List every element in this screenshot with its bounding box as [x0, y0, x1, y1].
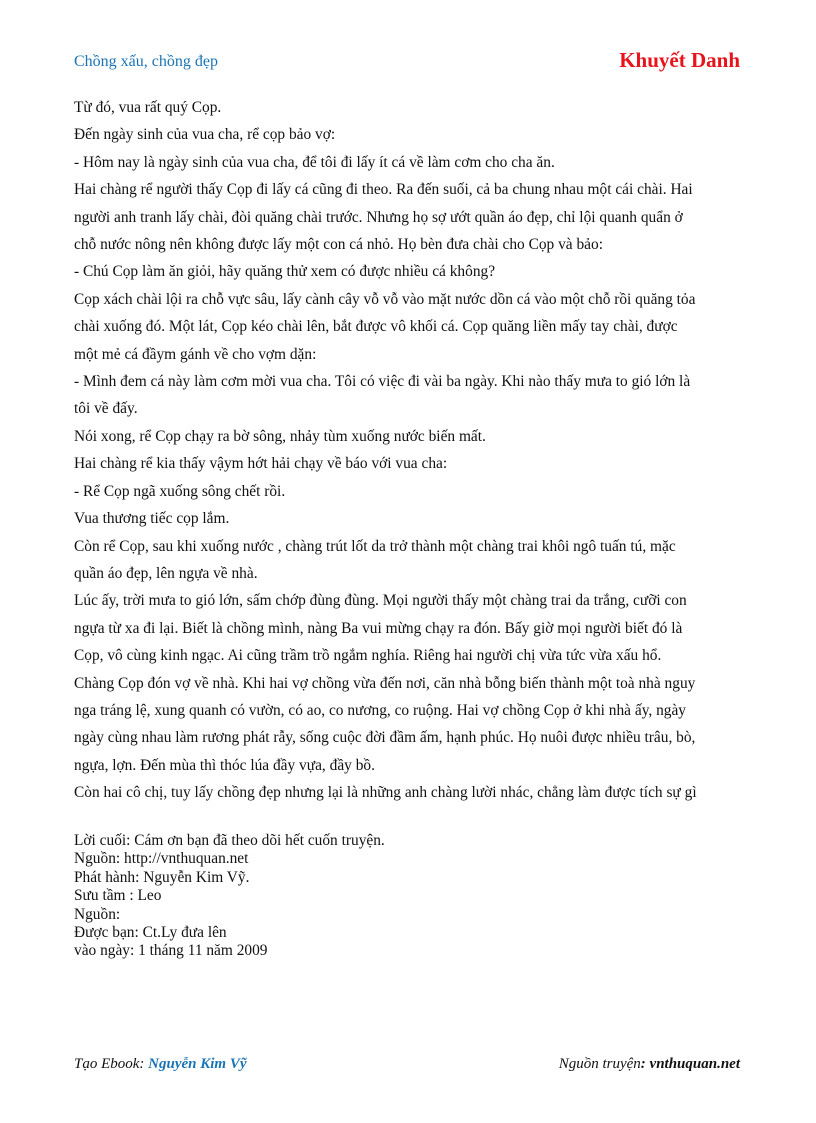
body-line: - Rể Cọp ngã xuống sông chết rồi. [74, 482, 286, 500]
body-line: - Chú Cọp làm ăn giỏi, hãy quăng thử xem có được nhiều cá không? [74, 263, 496, 281]
body-line: Nói xong, rể Cọp chạy ra bờ sông, nhảy tùm xuống nước biến mất. [74, 427, 486, 445]
story-body [74, 94, 746, 807]
body-line: Hai chàng rể kia thấy vậym hớt hải chạy về báo với vua cha: [74, 455, 448, 473]
afterword-line: Sưu tầm : Leo [74, 887, 162, 905]
body-line: ngựa từ xa đi lại. Biết là chồng mình, nàng Ba vui mừng chạy ra đón. Bấy giờ mọi người biết đó là [74, 619, 683, 637]
source-credit [559, 1056, 740, 1073]
ebook-credit-separator: : [139, 1056, 149, 1072]
page-header [74, 48, 740, 78]
story-title: Chồng xấu, chồng đẹp [74, 53, 218, 70]
body-line: Cọp xách chài lội ra chỗ vực sâu, lấy cành cây vỗ vỗ vào mặt nước dồn cá vào một chỗ rồi quăng tỏa [74, 290, 696, 308]
body-line: nga tráng lệ, xung quanh có vườn, có ao, co nương, co ruộng. Hai vợ chồng Cọp ở khi nhà ấy, ngày [74, 701, 687, 719]
source-credit-separator: : [640, 1056, 650, 1072]
body-line: một mẻ cá đầym gánh về cho vợm dặn: [74, 345, 317, 363]
afterword-line: Nguồn: http://vnthuquan.net [74, 850, 249, 868]
body-line: ngày cùng nhau làm rương phát rẫy, sống cuộc đời đầm ấm, hạnh phúc. Họ nuôi được nhiều trâu, bò, [74, 729, 696, 747]
afterword-line: Phát hành: Nguyễn Kim Vỹ. [74, 868, 250, 886]
body-line: người anh tranh lấy chài, đòi quăng chài trước. Nhưng họ sợ ướt quần áo đẹp, chỉ lội quanh quẩn ở [74, 208, 683, 226]
body-line: Lúc ấy, trời mưa to gió lớn, sấm chớp đùng đùng. Mọi người thấy một chàng trai da trắng, cưỡi con [74, 592, 687, 610]
source-credit-label: Nguồn truyện [558, 1056, 641, 1072]
afterword-block [74, 832, 674, 961]
body-line: Vua thương tiếc cọp lắm. [74, 510, 230, 528]
ebook-credit [74, 1056, 247, 1073]
body-line: Đến ngày sinh của vua cha, rể cọp bảo vợ: [74, 126, 336, 144]
body-line: Còn hai cô chị, tuy lấy chồng đẹp nhưng lại là những anh chàng lười nhác, chẳng làm được tích sự gì [74, 784, 697, 802]
body-line: Cọp, vô cùng kinh ngạc. Ai cũng trầm trồ ngắm nghía. Riêng hai người chị vừa tức vừa xấu hổ. [74, 647, 662, 665]
source-site-name: vnthuquan.net [649, 1056, 740, 1072]
page-footer [74, 1056, 740, 1076]
body-line: chỗ nước nông nên không được lấy một con cá nhỏ. Họ bèn đưa chài cho Cọp và bảo: [74, 236, 603, 254]
afterword-line: Nguồn: [74, 905, 121, 923]
afterword-line: Lời cuối: Cám ơn bạn đã theo dõi hết cuốn truyện. [74, 832, 385, 849]
body-line: - Mình đem cá này làm cơm mời vua cha. Tôi có việc đi vài ba ngày. Khi nào thấy mưa to gió lớn là [74, 373, 691, 391]
body-line: quần áo đẹp, lên ngựa về nhà. [74, 564, 258, 582]
body-line: tôi về đấy. [74, 400, 138, 418]
story-author: Khuyết Danh [619, 48, 740, 72]
body-line: Còn rể Cọp, sau khi xuống nước , chàng trút lốt da trở thành một chàng trai khôi ngô tuấn tú, mặc [74, 537, 676, 555]
body-line: Từ đó, vua rất quý Cọp. [74, 99, 222, 116]
body-line: chài xuống đó. Một lát, Cọp kéo chài lên, bắt được vô khối cá. Cọp quăng liền mấy tay chài, được [74, 318, 678, 336]
ebook-creator-name: Nguyễn Kim Vỹ [148, 1056, 247, 1072]
afterword-line: vào ngày: 1 tháng 11 năm 2009 [74, 942, 268, 960]
ebook-credit-label: Tạo Ebook [74, 1056, 140, 1072]
body-line: ngựa, lợn. Đến mùa thì thóc lúa đầy vựa, đầy bồ. [74, 756, 375, 774]
body-line: - Hôm nay là ngày sinh của vua cha, để tôi đi lấy ít cá về làm cơm cho cha ăn. [74, 153, 555, 171]
afterword-line: Được bạn: Ct.Ly đưa lên [74, 924, 227, 942]
body-line: Chàng Cọp đón vợ về nhà. Khi hai vợ chồng vừa đến nơi, căn nhà bỗng biến thành một toà nhà nguy [74, 674, 696, 692]
body-line: Hai chàng rể người thấy Cọp đi lấy cá cũng đi theo. Ra đến suối, cả ba chung nhau một cái chài. Hai [74, 181, 693, 199]
